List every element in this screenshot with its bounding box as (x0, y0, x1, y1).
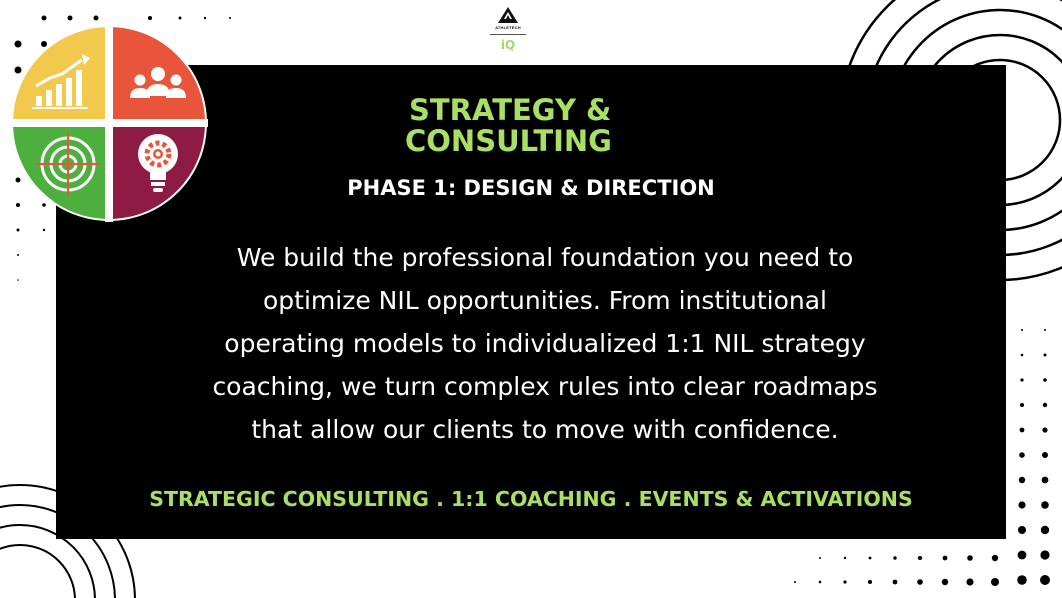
description-line: We build the professional foundation you need to (236, 243, 854, 272)
phase-text: PHASE 1: DESIGN & DIRECTION (347, 176, 715, 200)
dot-pattern-right (1017, 329, 1050, 585)
description-paragraph (140, 236, 950, 451)
logo-iq: iQ (500, 38, 516, 52)
phase-heading (0, 176, 1062, 200)
description-line: optimize NIL opportunities. From institutional (263, 286, 827, 315)
brand-logo (486, 6, 530, 56)
description-line: operating models to individualized 1:1 NIL strategy (224, 329, 866, 358)
description-line: coaching, we turn complex rules into clear roadmaps (212, 372, 878, 401)
dot-pattern-bottom-right (794, 555, 999, 586)
services-list: STRATEGIC CONSULTING . 1:1 COACHING . EVENTS & ACTIVATIONS (149, 487, 913, 511)
title-line-1: STRATEGY & (409, 93, 612, 127)
target-quadrant (13, 123, 109, 219)
slide-title (380, 95, 660, 157)
logo-divider (490, 34, 526, 35)
title-line-2: CONSULTING (405, 124, 612, 158)
description-line: that allow our clients to move with confidence. (251, 415, 839, 444)
mountain-logo-icon (497, 6, 519, 24)
logo-wordmark: ATHLETECH (495, 25, 521, 30)
